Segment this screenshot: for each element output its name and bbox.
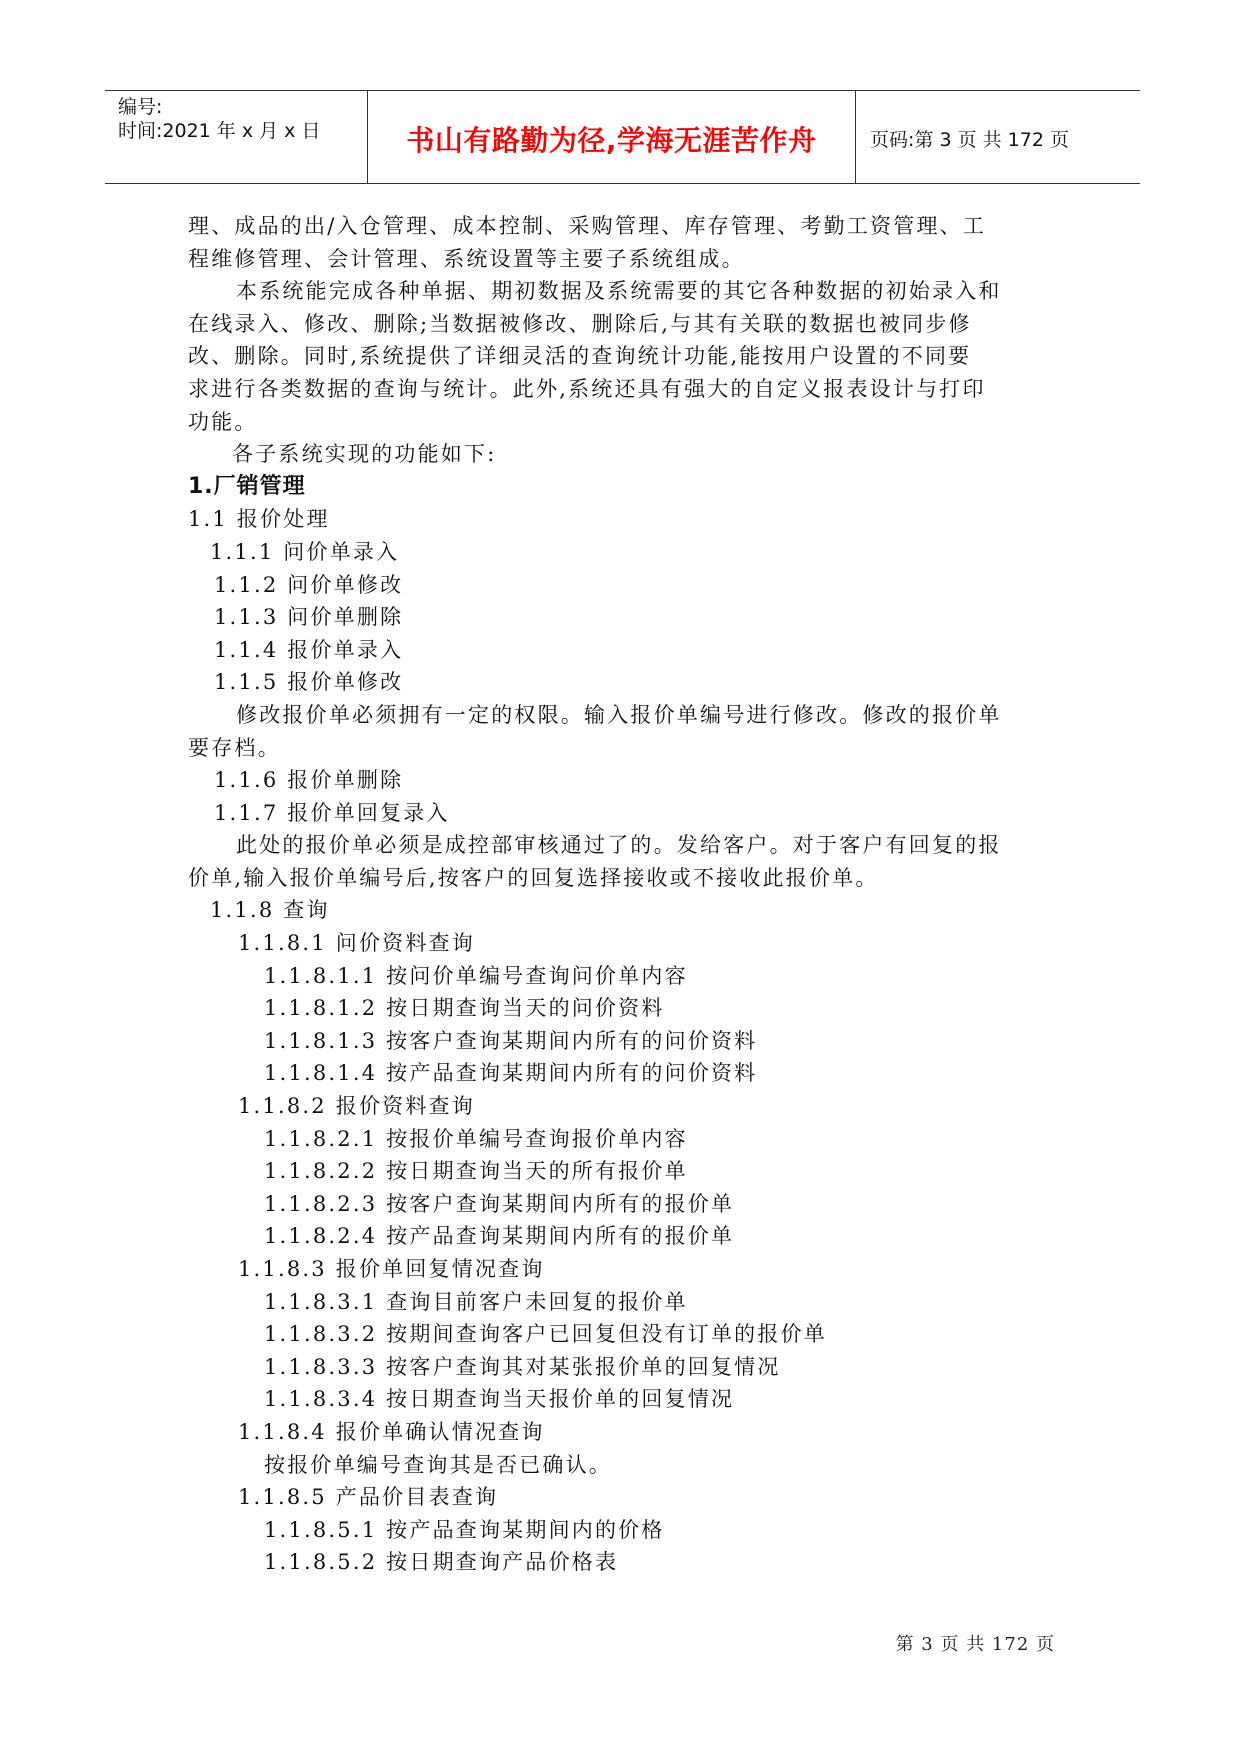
header-right-cell (856, 91, 1140, 183)
document-number-label: 编号: (118, 96, 163, 118)
paragraph-line: 价单,输入报价单编号后,按客户的回复选择接收或不接收此报价单。 (188, 865, 879, 890)
header-motto: 书山有路勤为径,学海无涯苦作舟 (406, 124, 817, 157)
outline-item: 1.1.8.3 报价单回复情况查询 (238, 1257, 545, 1281)
outline-item: 1.1.5 报价单修改 (214, 670, 404, 695)
outline-item: 1.1.8.4 报价单确认情况查询 (238, 1419, 545, 1444)
outline-item: 1.1.8.1.2 按日期查询当天的问价资料 (264, 996, 665, 1021)
outline-item: 1.1.8.3.3 按客户查询其对某张报价单的回复情况 (264, 1354, 781, 1379)
outline-item: 1.1.8.5.1 按产品查询某期间内的价格 (264, 1517, 665, 1542)
outline-item: 1.1.8.1 问价资料查询 (238, 931, 475, 956)
document-body (188, 210, 1058, 1579)
outline-item: 1.1.4 报价单录入 (214, 637, 404, 662)
outline-item: 1.1.3 问价单删除 (214, 605, 404, 630)
outline-item: 1.1.8.2.4 按产品查询某期间内所有的报价单 (264, 1224, 735, 1249)
outline-item: 1.1 报价处理 (188, 507, 330, 532)
paragraph-line: 各子系统实现的功能如下: (232, 442, 497, 467)
header-center-cell (367, 91, 856, 183)
outline-item: 1.1.8.1.4 按产品查询某期间内所有的问价资料 (264, 1061, 758, 1086)
outline-item: 1.1.8.2.2 按日期查询当天的所有报价单 (264, 1159, 688, 1184)
section-heading: 1.厂销管理 (188, 473, 306, 499)
outline-item: 1.1.6 报价单删除 (214, 768, 404, 793)
header-left-cell (105, 91, 367, 183)
outline-item: 1.1.8.2 报价资料查询 (238, 1094, 475, 1119)
paragraph-line: 要存档。 (188, 735, 281, 760)
paragraph-line: 改、删除。同时,系统提供了详细灵活的查询统计功能,能按用户设置的不同要 (188, 344, 972, 369)
outline-item: 1.1.8.3.2 按期间查询客户已回复但没有订单的报价单 (264, 1322, 827, 1347)
paragraph-line: 按报价单编号查询其是否已确认。 (264, 1452, 612, 1477)
paragraph-line: 功能。 (188, 409, 258, 434)
outline-item: 1.1.8.3.1 查询目前客户未回复的报价单 (264, 1289, 688, 1314)
paragraph-line: 程维修管理、会计管理、系统设置等主要子系统组成。 (188, 246, 745, 271)
outline-item: 1.1.8.5.2 按日期查询产品价格表 (264, 1550, 619, 1575)
paragraph-line: 本系统能完成各种单据、期初数据及系统需要的其它各种数据的初始录入和 (236, 279, 1002, 304)
outline-item: 1.1.8.2.1 按报价单编号查询报价单内容 (264, 1126, 688, 1151)
document-header (105, 90, 1140, 184)
paragraph-line: 理、成品的出/入仓管理、成本控制、采购管理、库存管理、考勤工资管理、工 (188, 214, 987, 238)
header-page-info: 页码:第 3 页 共 172 页 (870, 129, 1069, 151)
outline-item: 1.1.8.3.4 按日期查询当天报价单的回复情况 (264, 1387, 735, 1412)
outline-item: 1.1.8.1.3 按客户查询某期间内所有的问价资料 (264, 1028, 758, 1053)
outline-item: 1.1.7 报价单回复录入 (214, 800, 450, 825)
outline-item: 1.1.1 问价单录入 (210, 539, 400, 564)
page-footer: 第 3 页 共 172 页 (895, 1634, 1055, 1655)
outline-item: 1.1.8 查询 (210, 898, 330, 923)
paragraph-line: 在线录入、修改、删除;当数据被修改、删除后,与其有关联的数据也被同步修 (188, 311, 972, 336)
outline-item: 1.1.8.1.1 按问价单编号查询问价单内容 (264, 963, 688, 988)
paragraph-line: 求进行各类数据的查询与统计。此外,系统还具有强大的自定义报表设计与打印 (188, 376, 986, 401)
paragraph-line: 此处的报价单必须是成控部审核通过了的。发给客户。对于客户有回复的报 (236, 833, 1002, 858)
outline-item: 1.1.8.2.3 按客户查询某期间内所有的报价单 (264, 1191, 735, 1216)
outline-item: 1.1.2 问价单修改 (214, 572, 404, 597)
paragraph-line: 修改报价单必须拥有一定的权限。输入报价单编号进行修改。修改的报价单 (236, 702, 1002, 727)
outline-item: 1.1.8.5 产品价目表查询 (238, 1485, 499, 1510)
document-date: 时间:2021 年 x 月 x 日 (118, 120, 321, 142)
